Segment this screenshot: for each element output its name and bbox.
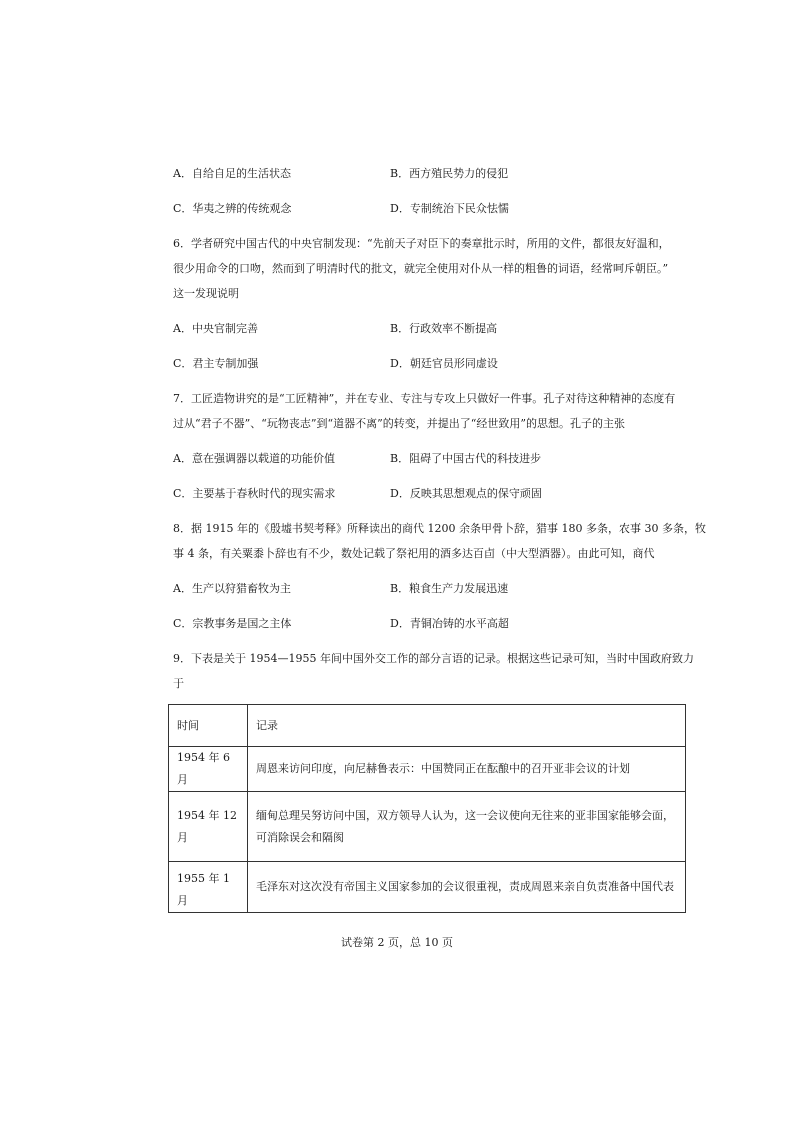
record-line: 可消除误会和隔阂 (256, 830, 344, 844)
q5-option-d: D．专制统治下民众怯懦 (390, 202, 509, 215)
table-cell-record (248, 862, 686, 913)
q8-option-b: B．粮食生产力发展迅速 (390, 582, 509, 595)
q7-stem-line-2: 过从“君子不器”、“玩物丧志”到“道器不离”的转变，并提出了“经世致用”的思想。孔子的主张 (173, 417, 625, 430)
table-row (169, 747, 686, 792)
record-line: 周恩来访问印度，向尼赫鲁表示：中国赞同正在酝酿中的召开亚非会议的计划 (256, 762, 630, 775)
page-footer: 试卷第 2 页，总 10 页 (341, 936, 453, 949)
q6-option-a: A．中央官制完善 (173, 322, 258, 335)
table-cell-time: 1954 年 12 月 (169, 792, 248, 862)
table-cell-record (248, 747, 686, 792)
table-cell-record (248, 792, 686, 862)
table-header-record: 记录 (248, 705, 686, 747)
q8-option-c: C．宗教事务是国之主体 (173, 617, 292, 630)
q7-option-c: C．主要基于春秋时代的现实需求 (173, 487, 336, 500)
table-row (169, 792, 686, 862)
q6-option-b: B．行政效率不断提高 (390, 322, 498, 335)
q8-stem-line-1: 8．据 1915 年的《殷墟书契考释》所释读出的商代 1200 余条甲骨卜辞，猎事 180 多条，农事 30 多条，牧 (173, 522, 706, 535)
q5-option-a: A．自给自足的生活状态 (173, 167, 291, 180)
table-header-row (169, 705, 686, 747)
q8-option-d: D．青铜冶铸的水平高超 (390, 617, 509, 630)
q8-option-a: A．生产以狩猎畜牧为主 (173, 582, 291, 595)
q7-option-d: D．反映其思想观点的保守顽固 (390, 487, 542, 500)
record-line: 毛泽东对这次没有帝国主义国家参加的会议很重视，责成周恩来亲自负责准备中国代表 (256, 880, 674, 893)
q5-option-c: C．华夷之辨的传统观念 (173, 202, 292, 215)
q7-stem-line-1: 7．工匠造物讲究的是“工匠精神”，并在专业、专注与专攻上只做好一件事。孔子对待这种精神的态度有 (173, 392, 676, 405)
diplomacy-records-table (168, 704, 686, 913)
table-cell-time: 1954 年 6 月 (169, 747, 248, 792)
q9-stem-line-2: 于 (173, 677, 184, 690)
table-row (169, 862, 686, 913)
record-line: 缅甸总理吴努访问中国，双方领导人认为，这一会议使向无往来的亚非国家能够会面， (256, 808, 674, 822)
q6-option-d: D．朝廷官员形同虚设 (390, 357, 498, 370)
q6-stem-line-3: 这一发现说明 (173, 287, 239, 300)
q6-stem-line-1: 6．学者研究中国古代的中央官制发现：“先前天子对臣下的奏章批示时，所用的文件，都很友好温和， (173, 237, 670, 250)
q8-stem-line-2: 事 4 条，有关粟黍卜辞也有不少，数处记载了祭祀用的酒多达百卣（中大型酒器）。由此可知，商代 (173, 547, 655, 560)
q7-option-b: B．阻碍了中国古代的科技进步 (390, 452, 542, 465)
table-cell-time: 1955 年 1 月 (169, 862, 248, 913)
table-header-time: 时间 (169, 705, 248, 747)
q6-option-c: C．君主专制加强 (173, 357, 259, 370)
q6-stem-line-2: 很少用命令的口吻，然而到了明清时代的批文，就完全使用对仆从一样的粗鲁的词语，经常呵斥朝臣。” (173, 262, 669, 275)
q7-option-a: A．意在强调器以载道的功能价值 (173, 452, 335, 465)
q9-stem-line-1: 9．下表是关于 1954—1955 年间中国外交工作的部分言语的记录。根据这些记录可知，当时中国政府致力 (173, 652, 694, 665)
q5-option-b: B．西方殖民势力的侵犯 (390, 167, 509, 180)
